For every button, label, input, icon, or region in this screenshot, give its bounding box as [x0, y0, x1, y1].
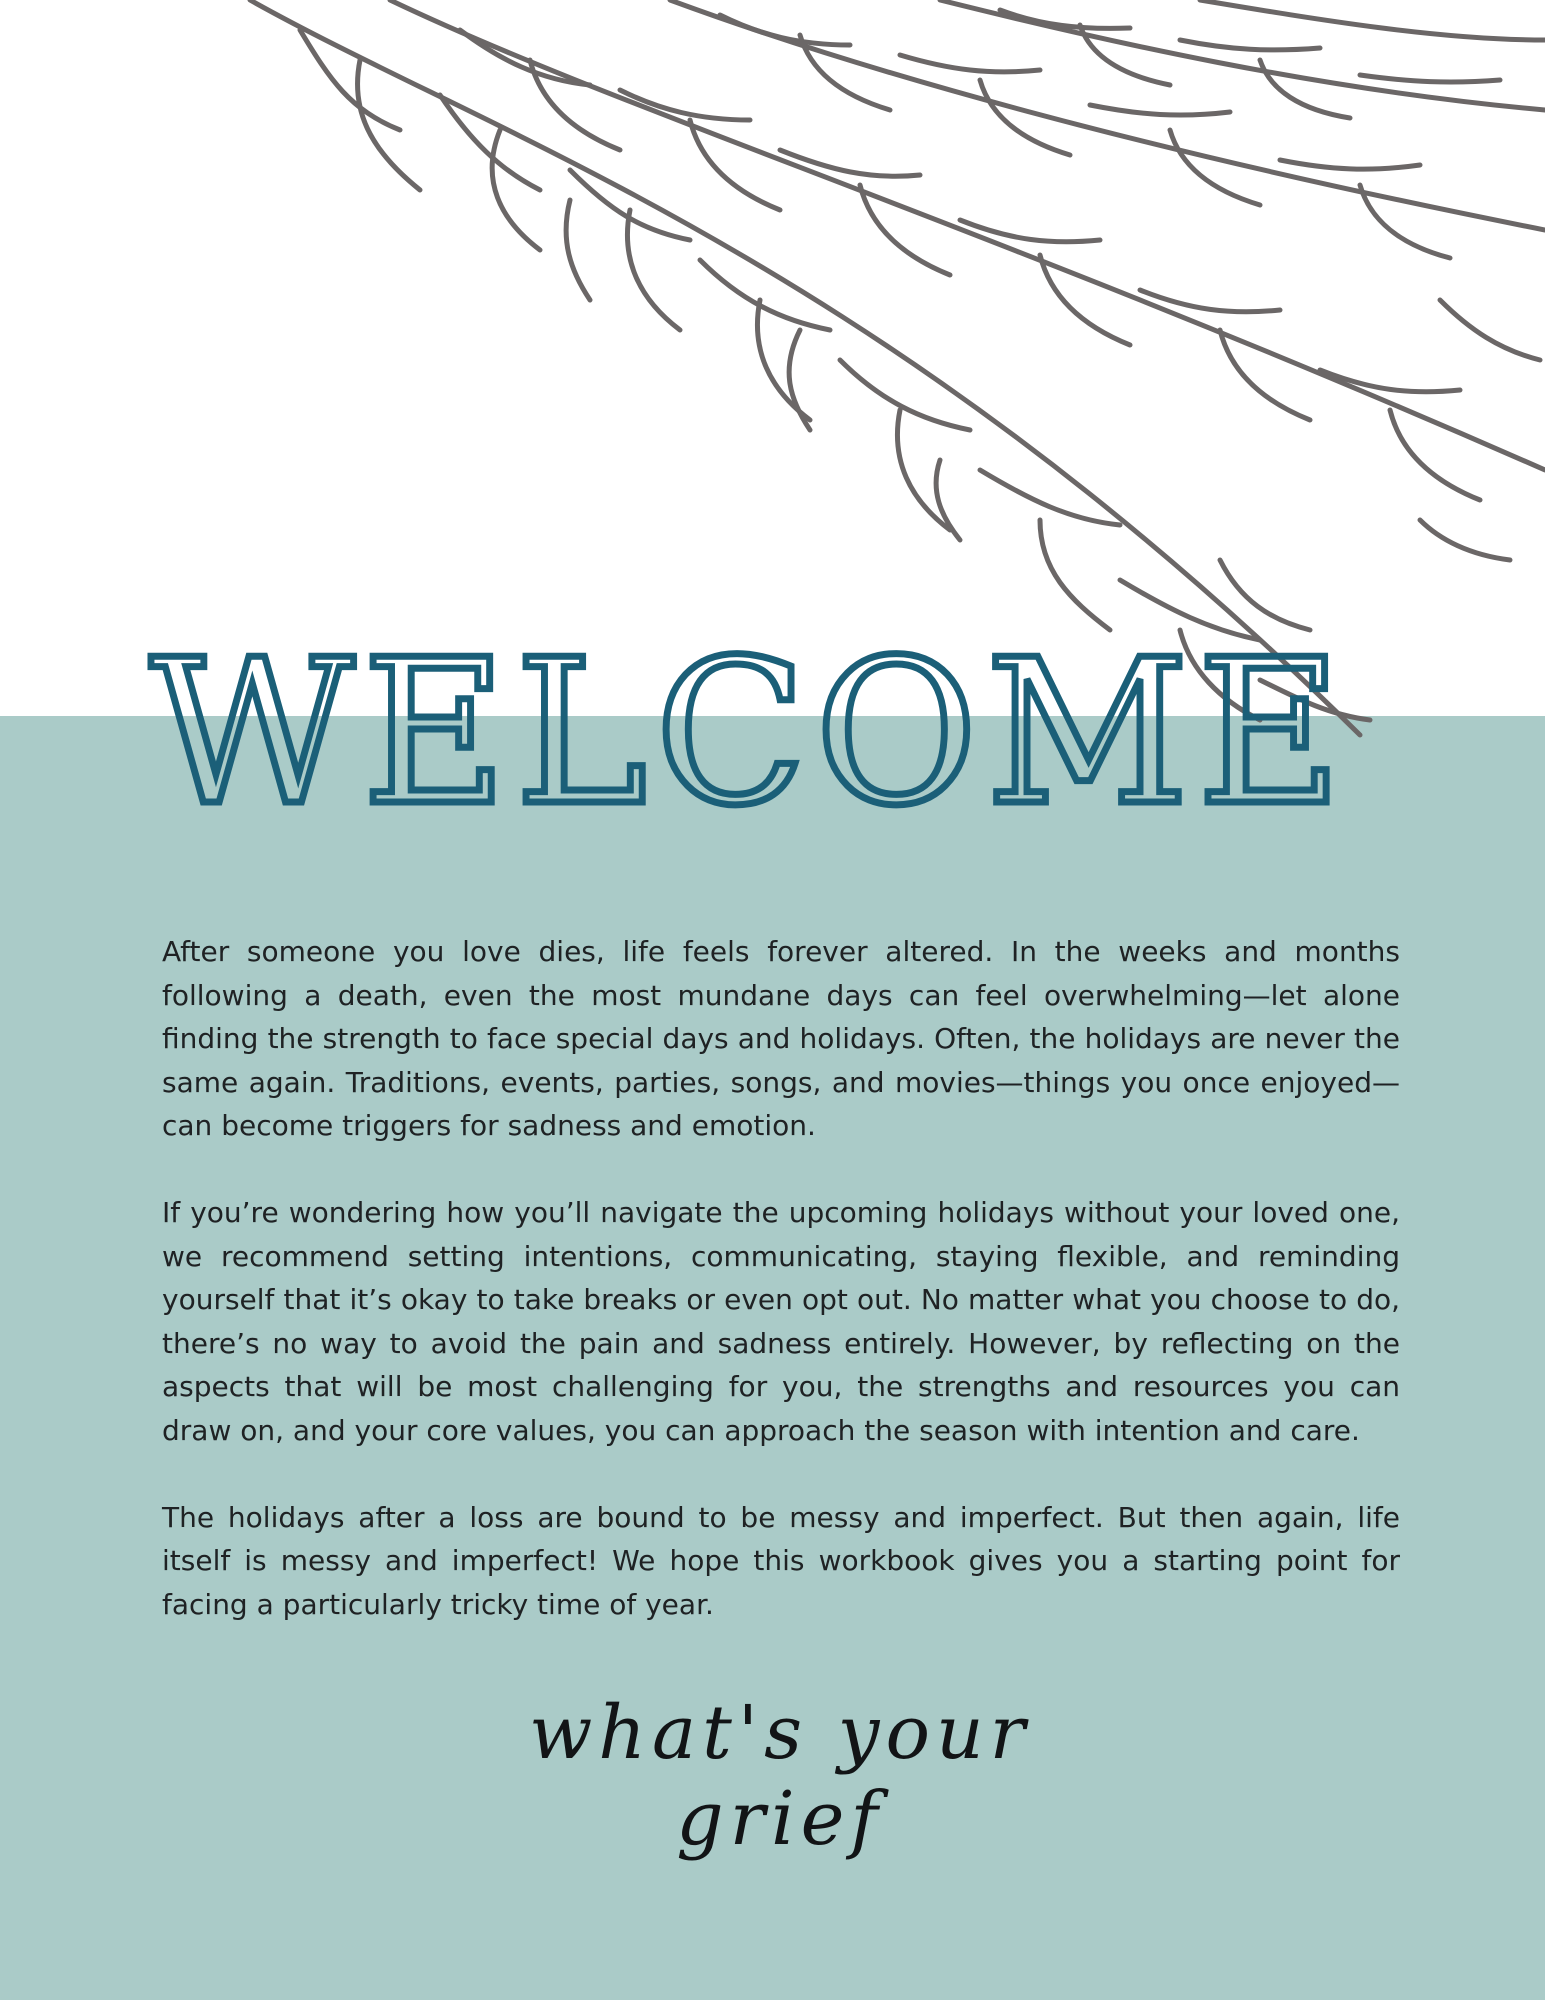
intro-paragraph-3: The holidays after a loss are bound to be messy and imperfect. But then again, life itself is messy and imperfect! We hope this workbook gives you a starting point for facing a particularly tricky time of year.	[162, 1500, 1400, 1621]
welcome-heading	[140, 640, 1360, 820]
intro-body	[162, 930, 1400, 1670]
rosemary-branch-icon	[240, 0, 1545, 740]
intro-paragraph-2: If you’re wondering how you’ll navigate the upcoming holidays without your loved one, we recommend setting intentions, communicating, staying flexible, and reminding yourself that it’s okay to take breaks or even opt out. No matter what you choose to do, there’s no way to avoid the pain and sadness entirely. However, by reflecting on the aspects that will be most challenging for you, the strengths and resources you can draw on, and your core values, you can approach the season with intention and care.	[162, 1196, 1400, 1447]
intro-paragraph-1: After someone you love dies, life feels forever altered. In the weeks and months following a death, even the most mundane days can feel overwhelming—let alone finding the strength to face special days and holidays. Often, the holidays are never the same again. Traditions, events, parties, songs, and movies—things you once enjoyed—can become triggers for sadness and emotion.	[162, 935, 1400, 1142]
welcome-heading-text: WELCOME	[150, 640, 1350, 820]
signature: what's your grief	[528, 1690, 1032, 1862]
